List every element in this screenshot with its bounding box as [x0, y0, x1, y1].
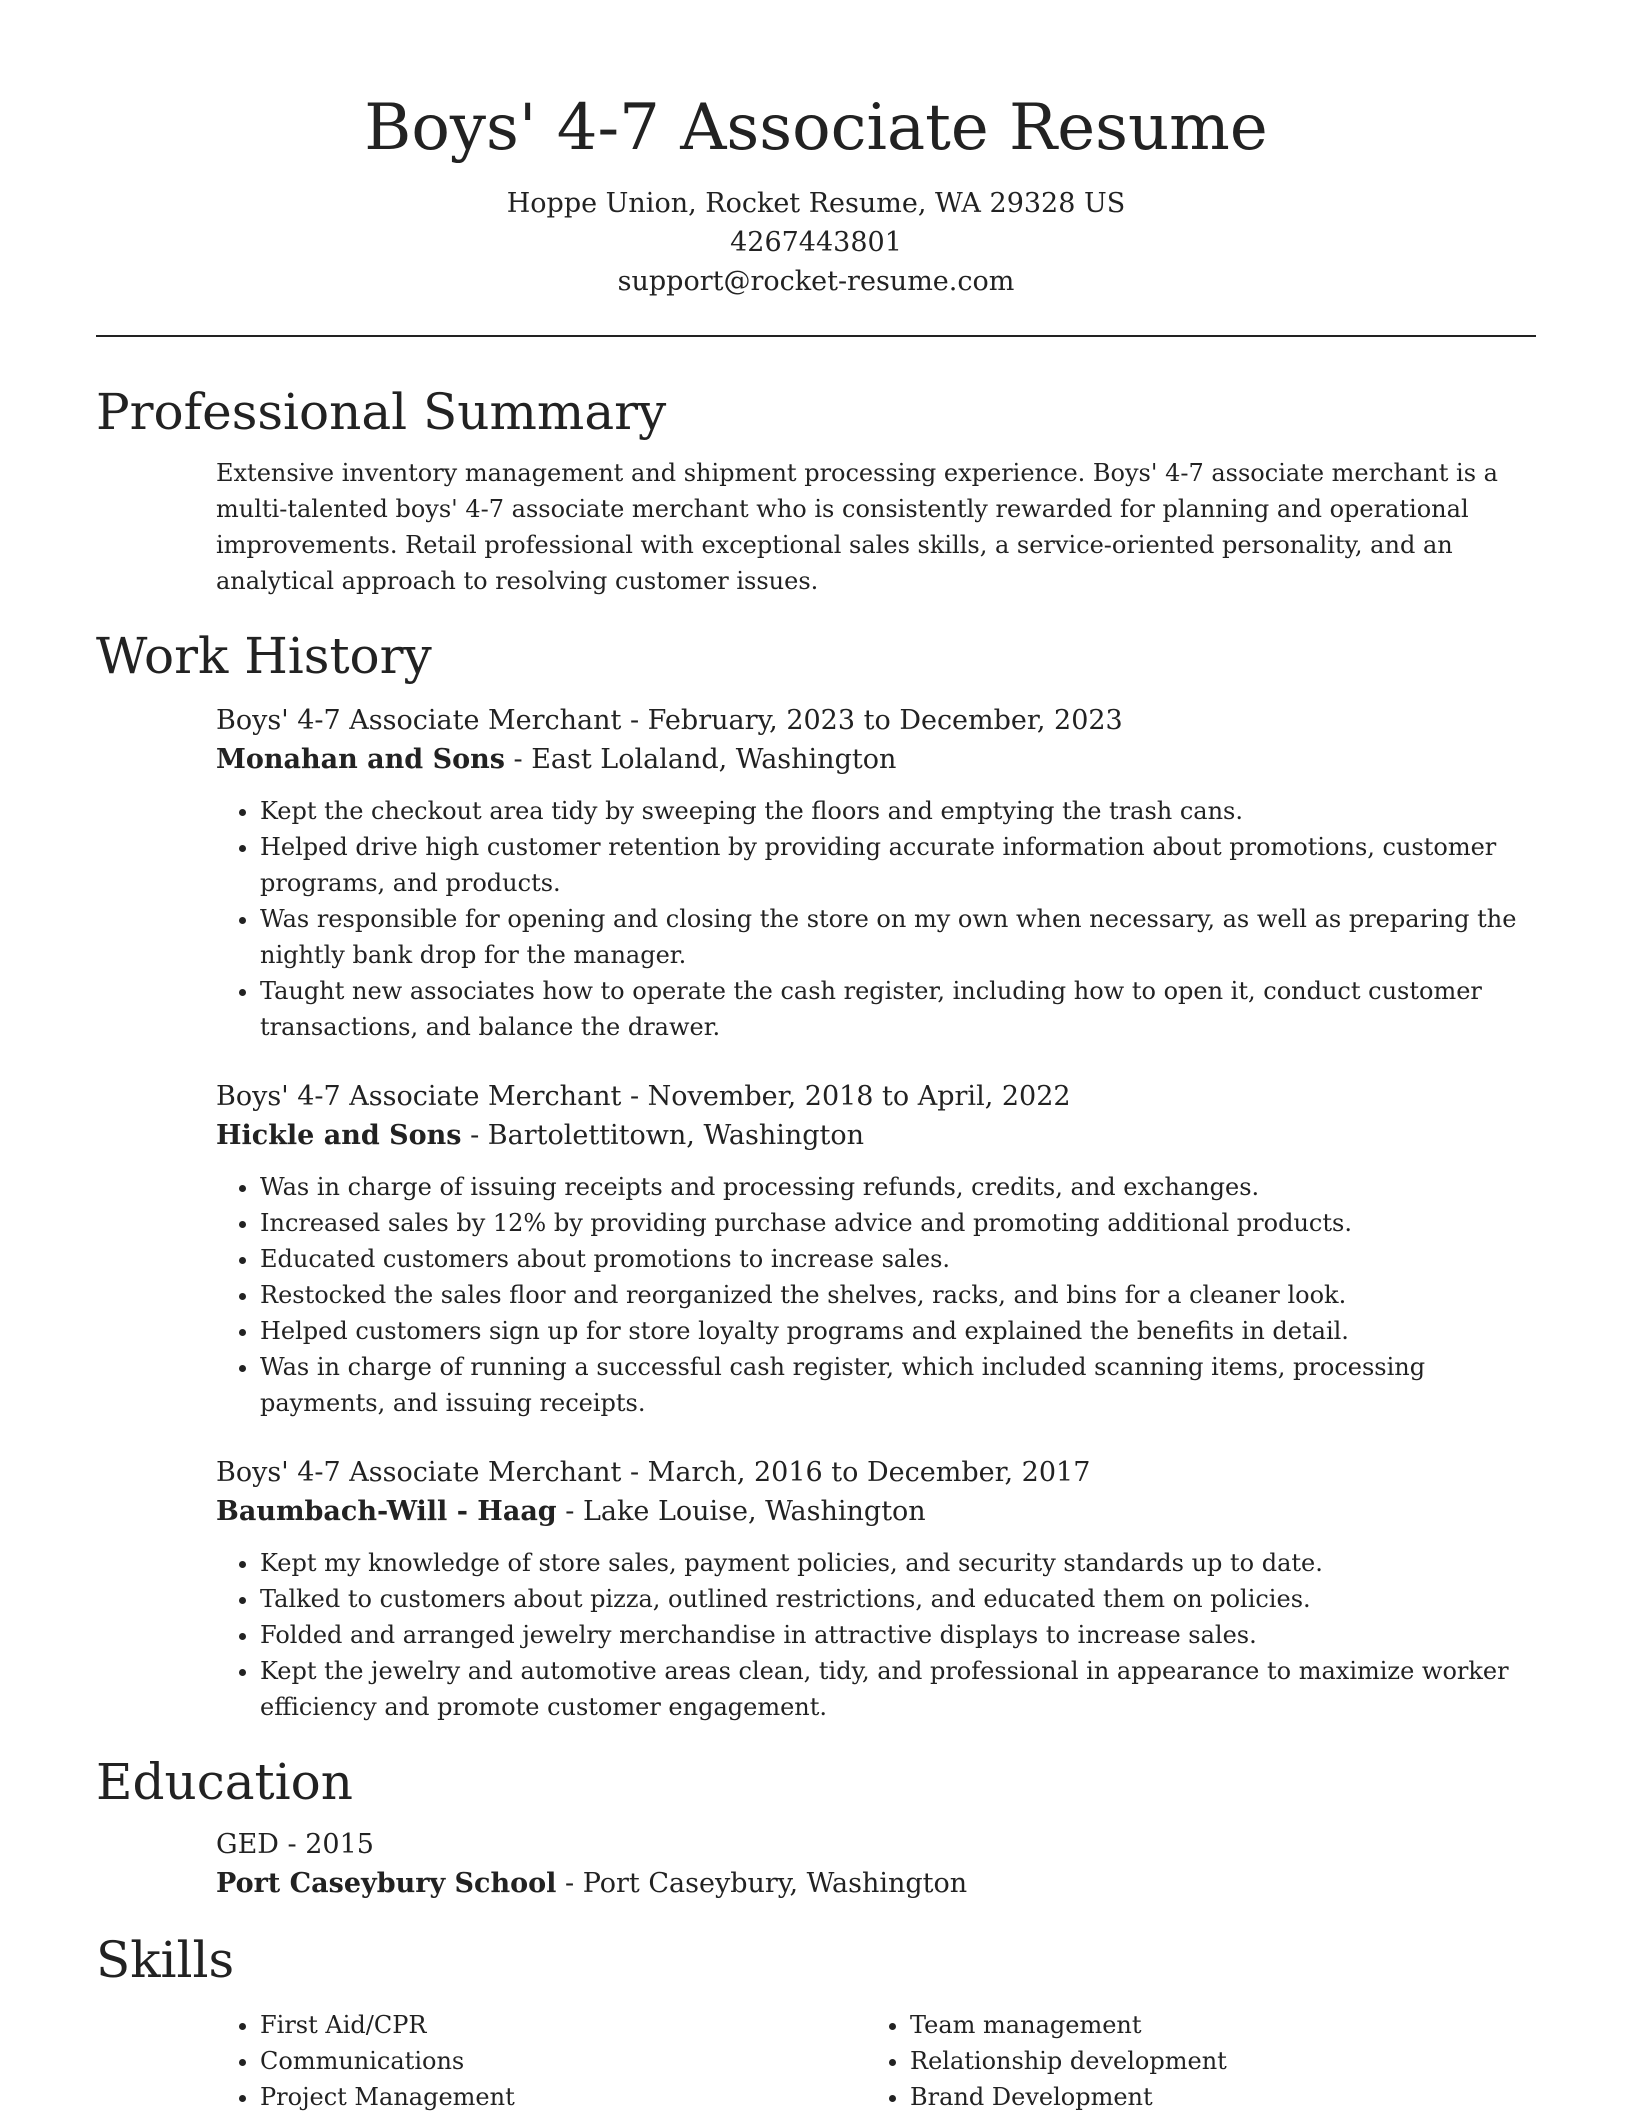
skills-columns	[96, 1995, 1536, 2115]
education-year: - 2015	[278, 1829, 374, 1860]
summary-heading: Professional Summary	[96, 383, 667, 441]
list-item: • Team management	[910, 2007, 1516, 2043]
job-position: Boys' 4-7 Associate Merchant	[216, 705, 622, 736]
list-item: • First Aid/CPR	[260, 2007, 866, 2043]
education-school-line	[216, 1864, 1536, 1903]
job-position: Boys' 4-7 Associate Merchant	[216, 1457, 622, 1488]
list-item: • Project Management	[260, 2079, 866, 2115]
summary-section	[96, 377, 1536, 599]
job-title-line	[216, 1453, 1536, 1492]
job-location: - East Lolaland, Washington	[504, 744, 897, 775]
education-school: Port Caseybury School	[216, 1868, 557, 1899]
contact-phone: 4267443801	[730, 227, 902, 258]
job-company: Monahan and Sons	[216, 744, 505, 775]
resume-header	[96, 0, 1536, 301]
job-title-line	[216, 701, 1536, 740]
job-entry	[96, 1453, 1536, 1725]
job-dates: - November, 2018 to April, 2022	[621, 1081, 1071, 1112]
job-entry	[96, 701, 1536, 1045]
skills-list-right	[866, 2007, 1516, 2115]
job-company-line	[216, 740, 1536, 779]
education-degree-line	[216, 1825, 1536, 1864]
job-dates: - March, 2016 to December, 2017	[621, 1457, 1091, 1488]
job-company: Baumbach-Will - Haag	[216, 1496, 557, 1527]
list-item: • Talked to customers about pizza, outlined restrictions, and educated them on policies.	[260, 1581, 1540, 1617]
list-item: • Helped drive high customer retention by providing accurate information about promotions, customer programs, and products.	[260, 829, 1540, 901]
list-item: • Increased sales by 12% by providing purchase advice and promoting additional products.	[260, 1205, 1540, 1241]
education-section	[96, 1747, 1536, 1903]
job-position: Boys' 4-7 Associate Merchant	[216, 1081, 622, 1112]
list-item: • Was in charge of running a successful cash register, which included scanning items, processing payments, and issuing receipts.	[260, 1349, 1540, 1421]
contact-block	[96, 184, 1536, 301]
list-item: • Restocked the sales floor and reorganized the shelves, racks, and bins for a cleaner look.	[260, 1277, 1540, 1313]
job-bullets	[216, 1545, 1540, 1725]
job-entry	[96, 1077, 1536, 1421]
list-item: • Educated customers about promotions to increase sales.	[260, 1241, 1540, 1277]
contact-email: support@rocket-resume.com	[617, 266, 1015, 297]
job-location: - Lake Louise, Washington	[556, 1496, 926, 1527]
job-company-line	[216, 1492, 1536, 1531]
education-degree: GED	[216, 1829, 279, 1860]
job-dates: - February, 2023 to December, 2023	[621, 705, 1123, 736]
list-item: • Was responsible for opening and closing the store on my own when necessary, as well as preparing the nightly bank drop for the manager.	[260, 901, 1540, 973]
page-title: Boys' 4-7 Associate Resume	[364, 91, 1268, 165]
list-item: • Taught new associates how to operate the cash register, including how to open it, conduct customer transactions, and balance the drawer.	[260, 973, 1540, 1045]
contact-address: Hoppe Union, Rocket Resume, WA 29328 US	[506, 188, 1126, 219]
work-history-heading: Work History	[96, 627, 432, 685]
list-item: • Folded and arranged jewelry merchandise in attractive displays to increase sales.	[260, 1617, 1540, 1653]
list-item: • Helped customers sign up for store loyalty programs and explained the benefits in detail.	[260, 1313, 1540, 1349]
list-item: • Kept the checkout area tidy by sweeping the floors and emptying the trash cans.	[260, 793, 1540, 829]
job-company: Hickle and Sons	[216, 1120, 462, 1151]
job-bullets	[216, 1169, 1540, 1421]
resume-page	[96, 0, 1536, 2115]
job-title-line	[216, 1077, 1536, 1116]
education-location: - Port Caseybury, Washington	[556, 1868, 968, 1899]
list-item: • Kept my knowledge of store sales, payment policies, and security standards up to date.	[260, 1545, 1540, 1581]
summary-text: Extensive inventory management and shipment processing experience. Boys' 4-7 associate merchant is a multi-talented boys' 4-7 associate merchant who is consistently rewarded for planning and operational improvements. Retail professional with exceptional sales skills, a service-oriented personality, and an analytical approach to resolving customer issues.	[216, 459, 1498, 595]
list-item: • Relationship development	[910, 2043, 1516, 2079]
job-bullets	[216, 793, 1540, 1045]
job-company-line	[216, 1116, 1536, 1155]
skills-section	[96, 1925, 1536, 2115]
list-item: • Communications	[260, 2043, 866, 2079]
work-history-section	[96, 621, 1536, 1725]
skills-heading: Skills	[96, 1931, 235, 1989]
list-item: • Brand Development	[910, 2079, 1516, 2115]
list-item: • Was in charge of issuing receipts and processing refunds, credits, and exchanges.	[260, 1169, 1540, 1205]
list-item: • Kept the jewelry and automotive areas clean, tidy, and professional in appearance to maximize worker efficiency and promote customer engagement.	[260, 1653, 1540, 1725]
job-location: - Bartolettitown, Washington	[461, 1120, 865, 1151]
header-divider	[96, 335, 1536, 337]
skills-list-left	[216, 2007, 866, 2115]
education-heading: Education	[96, 1753, 353, 1811]
